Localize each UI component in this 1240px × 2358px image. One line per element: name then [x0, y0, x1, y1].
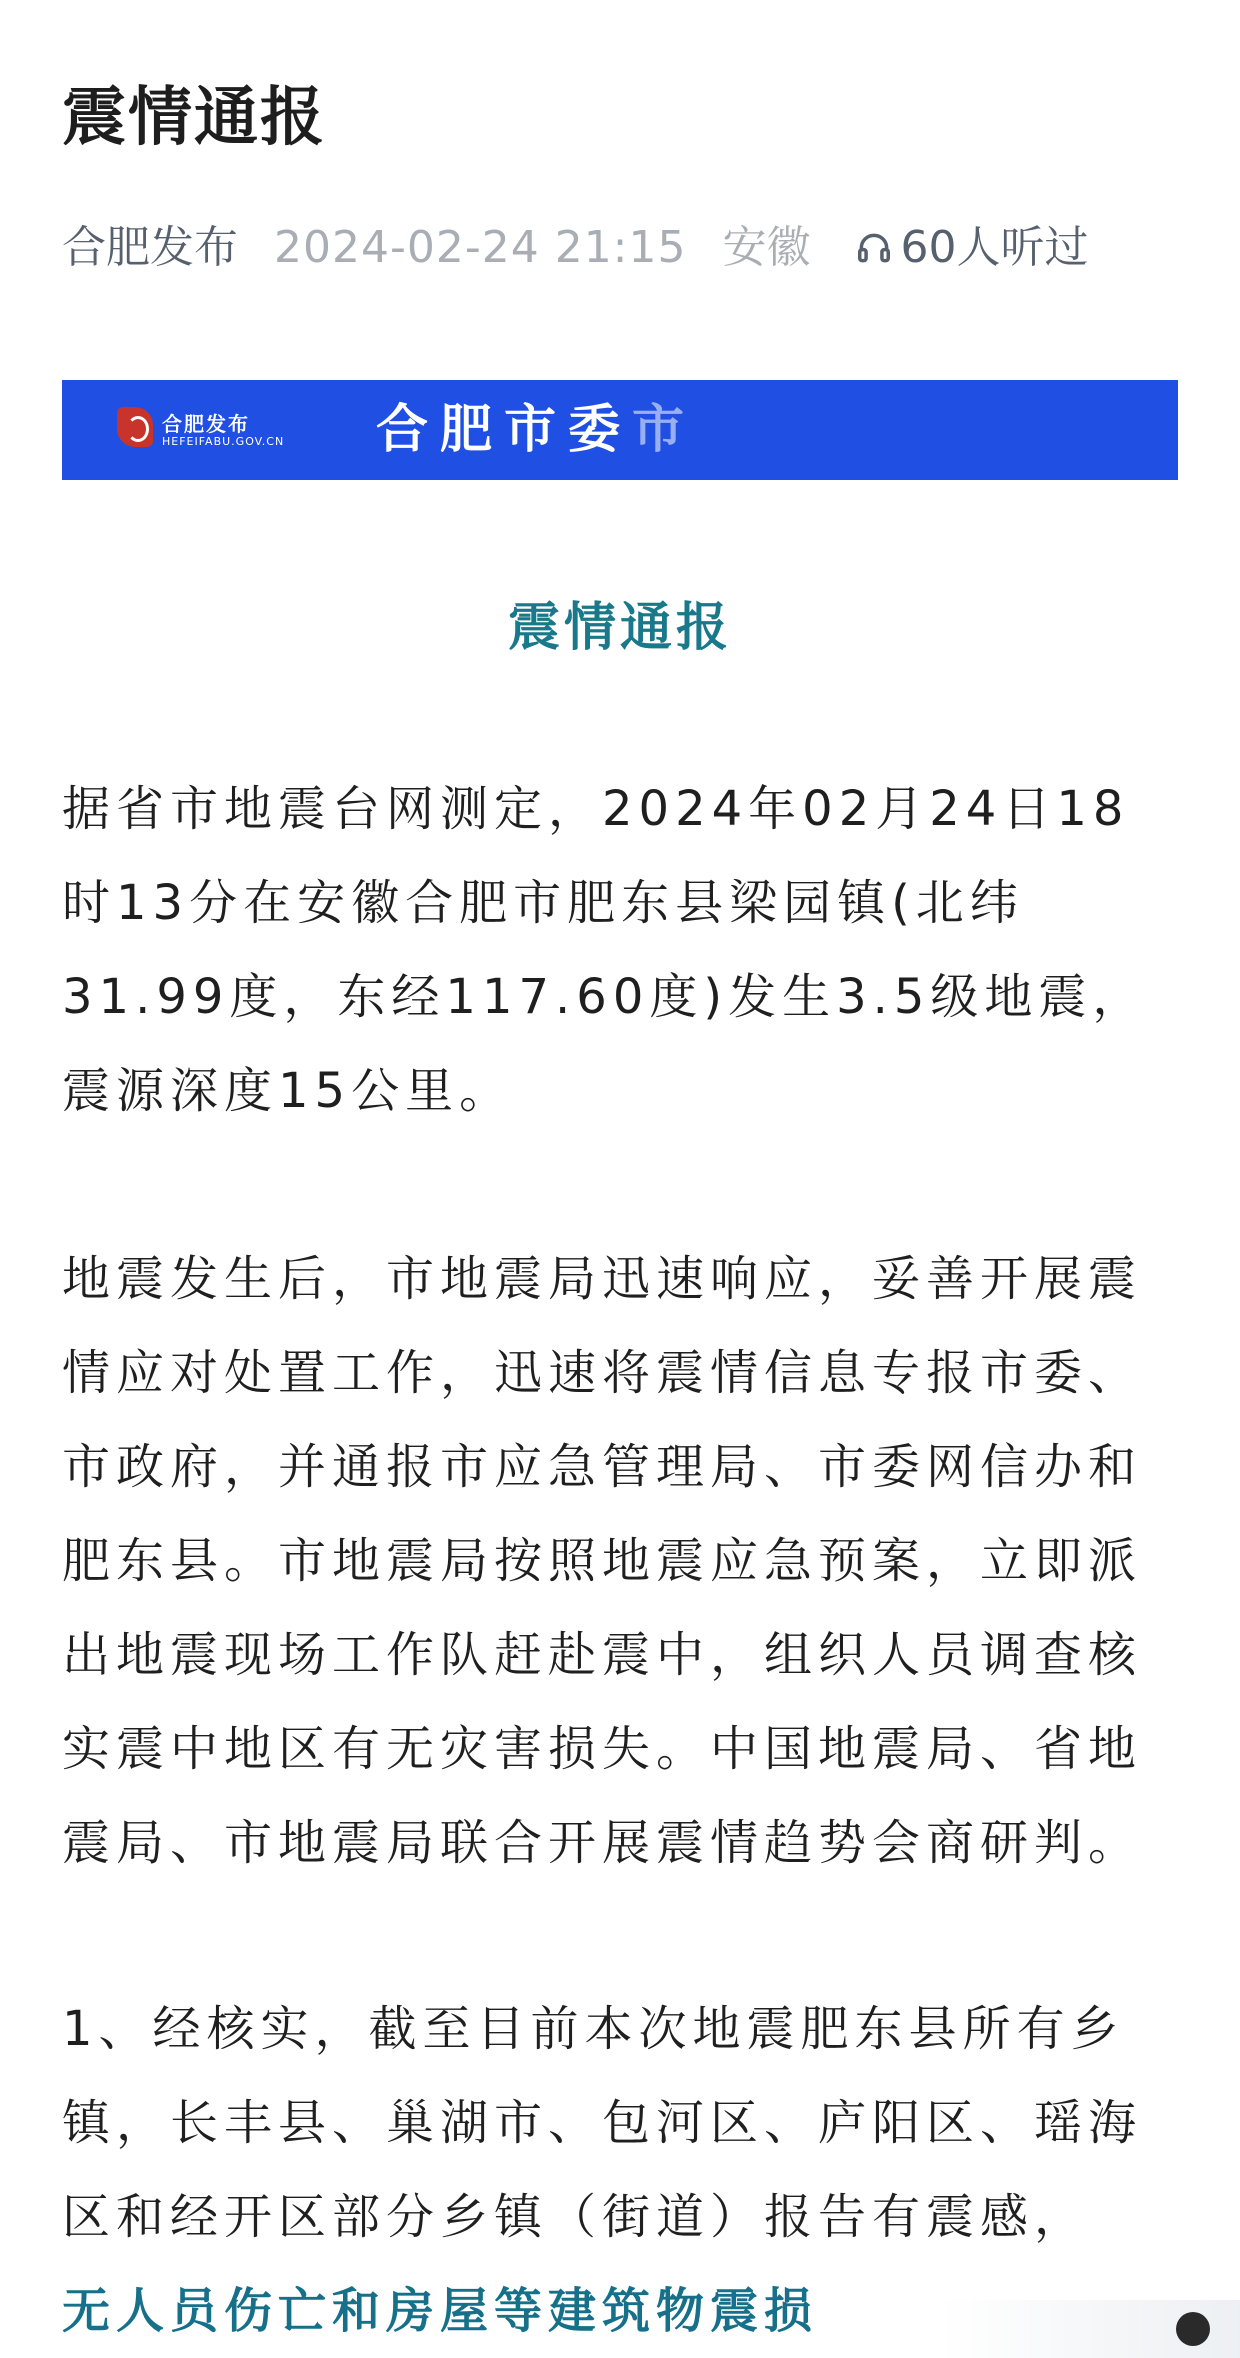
paragraph-3-text: 1、经核实，截至目前本次地震肥东县所有乡镇，长丰县、巢湖市、包河区、庐阳区、瑶海区和经开区部分乡镇（街道）报告有震感，: [62, 2001, 1143, 2245]
paragraph-2: 地震发生后，市地震局迅速响应，妥善开展震情应对处置工作，迅速将震情信息专报市委、市政府，并通报市应急管理局、市委网信办和肥东县。市地震局按照地震应急预案，立即派出地震现场工作队赶赴震中，组织人员调查核实震中地区有无灾害损失。中国地震局、省地震局、市地震局联合开展震情趋势会商研判。: [62, 1251, 1143, 1871]
banner-logo-text: 合肥发布: [162, 412, 250, 436]
header-banner: [62, 380, 1178, 480]
article-title: 震情通报: [62, 81, 326, 155]
listen-button[interactable]: [855, 218, 1089, 278]
hefei-logo-icon: [117, 407, 153, 447]
article-meta: [62, 218, 1089, 278]
content-headline: 震情通报: [507, 598, 732, 658]
bottom-toolbar-overlay: [940, 2300, 1240, 2358]
publish-region: 安徽: [722, 222, 811, 273]
banner-title-faded: 市: [632, 399, 697, 460]
publish-time: 2024-02-24 21:15: [274, 222, 687, 273]
listen-count: 60人听过: [900, 222, 1089, 273]
source-name[interactable]: 合肥发布: [62, 222, 238, 273]
scroll-top-icon[interactable]: [1176, 2312, 1210, 2346]
headphones-icon: [855, 229, 893, 267]
banner-logo-url: HEFEIFABU.GOV.CN: [162, 435, 285, 448]
paragraph-1: 据省市地震台网测定，2024年02月24日18时13分在安徽合肥市肥东县梁园镇(北纬31.99度，东经117.60度)发生3.5级地震，震源深度15公里。: [62, 781, 1147, 1119]
banner-title-main: 合肥市委: [376, 399, 633, 460]
banner-title: [376, 400, 696, 460]
paragraph-3-highlight: 无人员伤亡和房屋等建筑物震损: [62, 2283, 819, 2339]
